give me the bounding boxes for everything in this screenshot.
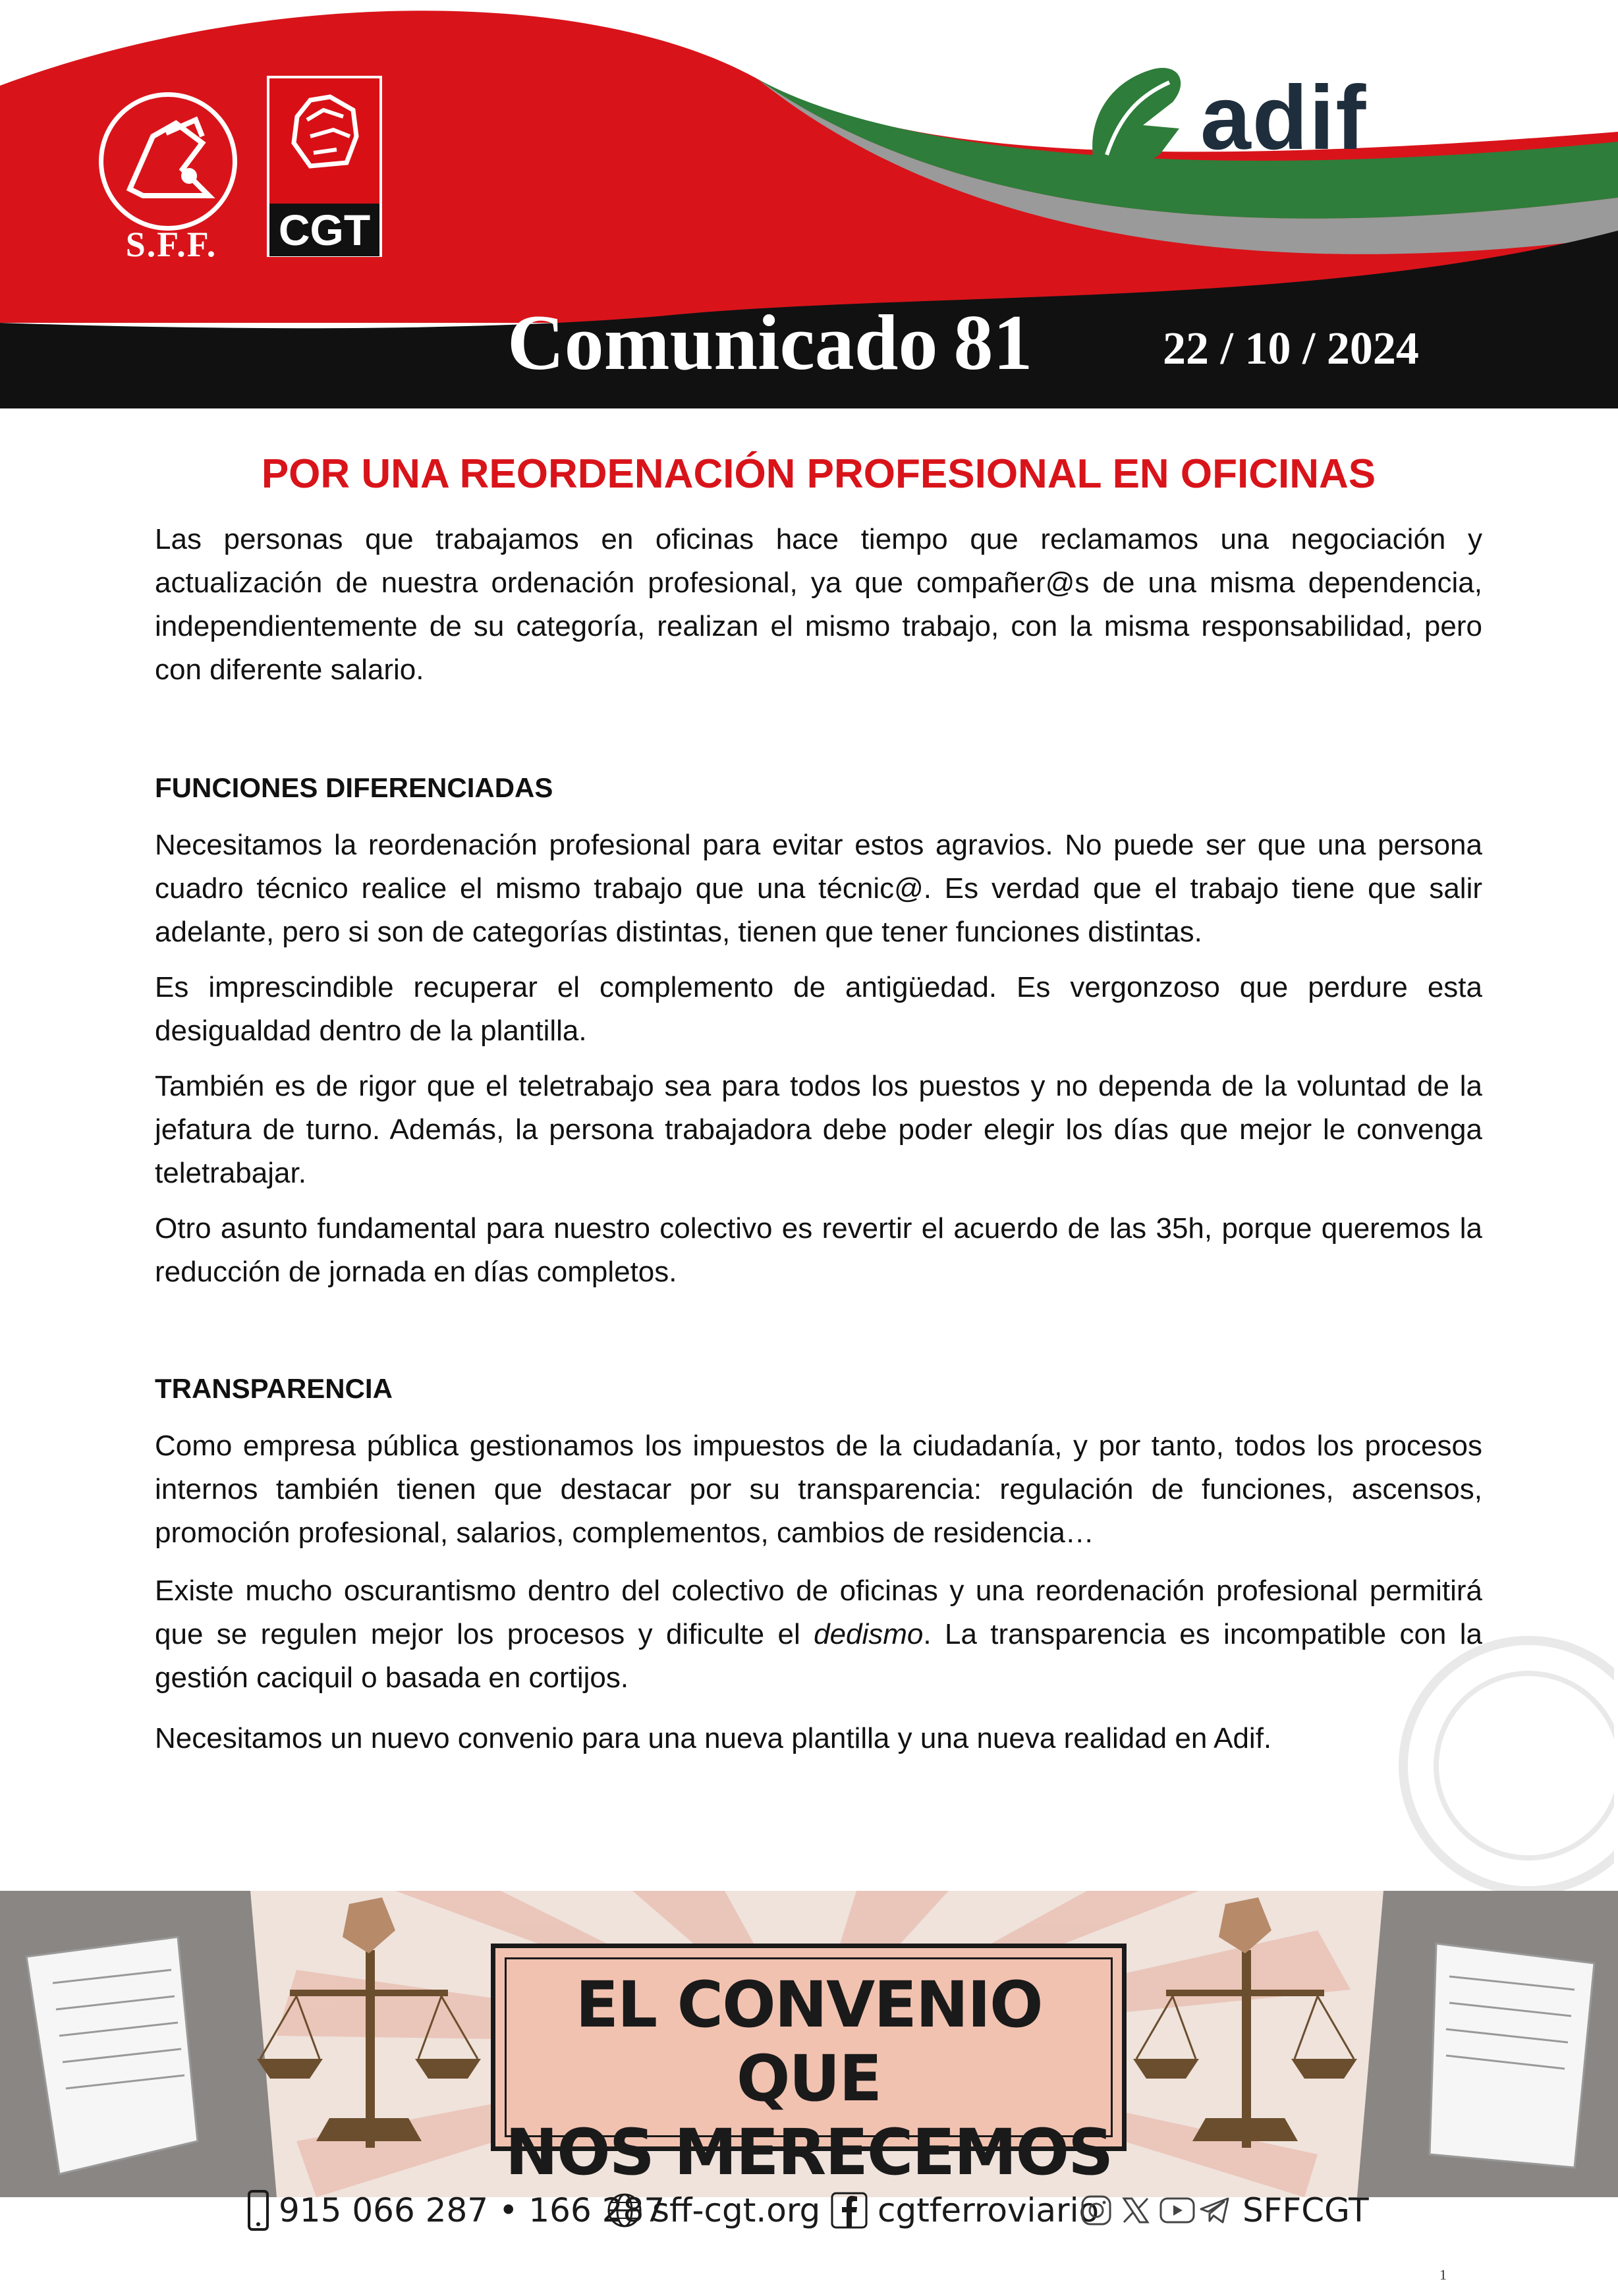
banner-line-2: NOS MERECEMOS	[505, 2115, 1113, 2189]
x-icon[interactable]	[1121, 2196, 1150, 2225]
paragraph: Como empresa pública gestionamos los impuestos de la ciudadanía, y por tanto, todos los procesos internos también tienen que destacar por su transparencia: regulación de funciones, ascensos, promoción profesional, salarios, complementos, cambios de residencia…	[155, 1430, 1482, 1549]
title-number: 81	[953, 298, 1033, 386]
fist-icon	[284, 90, 366, 186]
sff-label: S.F.F.	[125, 225, 217, 264]
document-title: POR UNA REORDENACIÓN PROFESIONAL EN OFICINAS	[261, 451, 1376, 497]
document-body	[155, 448, 1482, 1772]
stamp-watermark	[1397, 1634, 1614, 1911]
phone-number: 915 066 287 • 166 287	[279, 2191, 665, 2229]
website-contact[interactable]	[606, 2181, 820, 2240]
social-handle[interactable]: SFFCGT	[1242, 2191, 1369, 2229]
banner-slogan-box	[491, 1944, 1127, 2189]
section-heading-transparencia: TRANSPARENCIA	[155, 1373, 393, 1404]
communique-title	[507, 296, 1032, 389]
sff-emblem	[99, 92, 237, 231]
header	[0, 0, 1618, 408]
paragraph-text: . La transparencia es incompatible con la gestión caciquil o basada en cortijos.	[155, 1618, 1482, 1694]
paragraph: Es imprescindible recuperar el complemento de antigüedad. Es vergonzoso que perdure esta desigualdad dentro de la plantilla.	[155, 971, 1482, 1047]
cgt-label: CGT	[269, 204, 379, 256]
paragraph: También es de rigor que el teletrabajo sea para todos los puestos y no dependa de la voluntad de la jefatura de turno. Además, la persona trabajadora debe poder elegir los días que mejor le convenga teletrabajar.	[155, 1070, 1482, 1189]
telegram-icon[interactable]	[1199, 2196, 1231, 2225]
contact-footer	[247, 2181, 1466, 2240]
paragraph	[155, 1569, 1482, 1700]
facebook-handle[interactable]: cgtferroviario	[878, 2191, 1100, 2229]
website-link[interactable]: sff-cgt.org	[652, 2191, 821, 2229]
paragraph-text: Existe mucho oscurantismo dentro del colectivo de oficinas y una reordenación profesional permitirá que se regulen mejor los procesos y dificulte el	[155, 1575, 1482, 1650]
youtube-icon[interactable]	[1159, 2197, 1195, 2224]
phone-icon	[247, 2189, 269, 2231]
adif-logo	[1080, 63, 1423, 175]
facebook-contact[interactable]	[830, 2181, 1099, 2240]
facebook-icon	[830, 2191, 868, 2229]
closing-paragraph: Necesitamos un nuevo convenio para una nueva plantilla y una nueva realidad en Adif.	[155, 1722, 1272, 1754]
title-word: Comunicado	[507, 298, 938, 386]
convenio-banner	[0, 1891, 1618, 2197]
intro-paragraph: Las personas que trabajamos en oficinas hace tiempo que reclamamos una negociación y actualización de nuestra ordenación profesional, ya que compañer@s de una misma dependencia, independientemente de su categoría, realizan el mismo trabajo, con la misma responsabilidad, pero con diferente salario.	[155, 523, 1482, 686]
phone-contact	[247, 2181, 665, 2240]
section-heading-funciones: FUNCIONES DIFERENCIADAS	[155, 772, 553, 803]
page-number: 1	[1439, 2266, 1447, 2283]
instagram-icon[interactable]	[1080, 2195, 1112, 2226]
cgt-logo	[267, 76, 382, 257]
banner-line-1: EL CONVENIO QUE	[575, 1968, 1042, 2115]
social-contact	[1080, 2181, 1369, 2240]
italic-term: dedismo	[814, 1618, 924, 1650]
sff-logo	[92, 92, 250, 264]
adif-label: adif	[1200, 67, 1368, 169]
adif-leaf-icon	[1080, 63, 1192, 175]
paragraph: Otro asunto fundamental para nuestro colectivo es revertir el acuerdo de las 35h, porque queremos la reducción de jornada en días completos.	[155, 1212, 1482, 1288]
paragraph: Necesitamos la reordenación profesional para evitar estos agravios. No puede ser que una persona cuadro técnico realice el mismo trabajo que una técnic@. Es verdad que el trabajo tiene que salir adelante, pero si son de categorías distintas, tienen que tener funciones distintas.	[155, 829, 1482, 948]
communique-date: 22 / 10 / 2024	[1163, 323, 1419, 374]
banner-slogan	[495, 1968, 1122, 2189]
globe-icon	[606, 2192, 643, 2229]
